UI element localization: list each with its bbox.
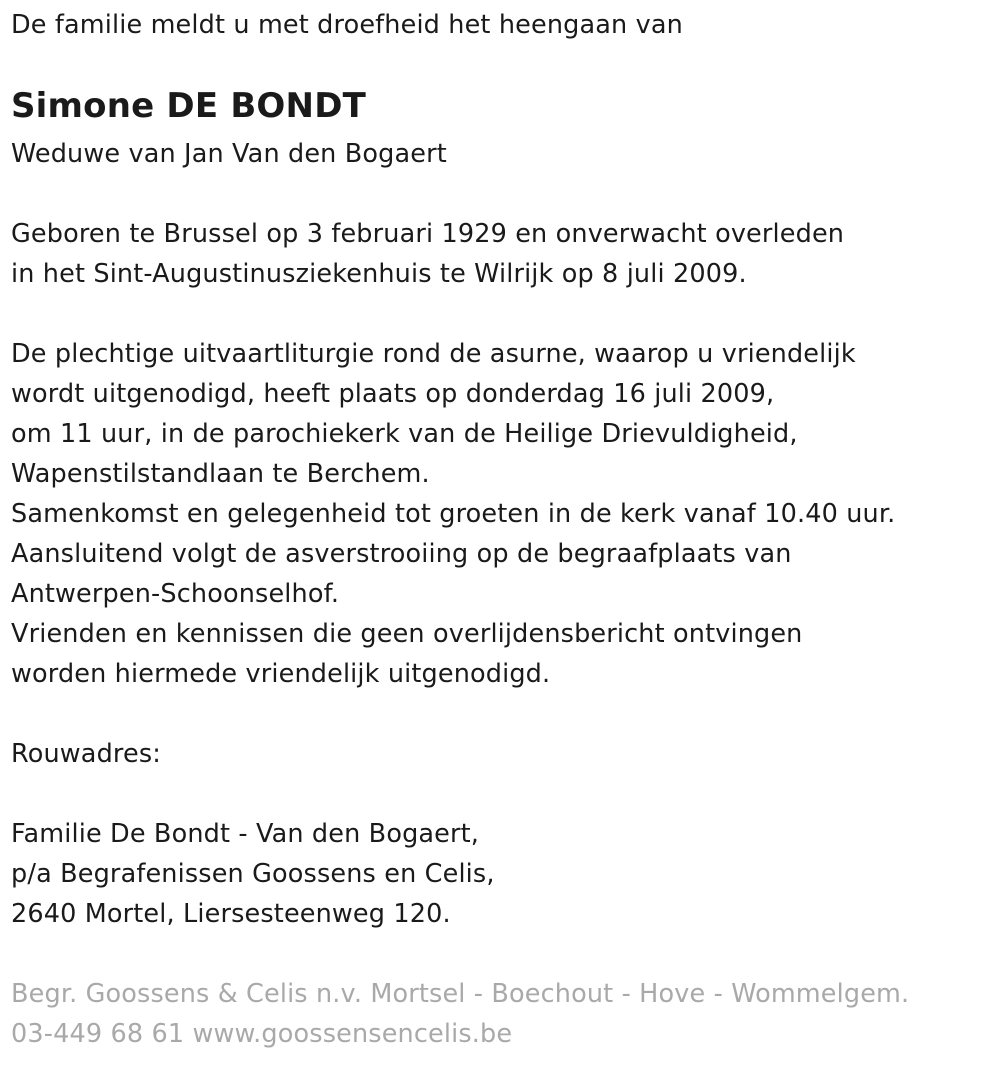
ceremony-line: om 11 uur, in de parochiekerk van de Heilige Drievuldigheid, — [11, 419, 798, 449]
deceased-relation: Weduwe van Jan Van den Bogaert — [11, 139, 447, 169]
footer-contact: 03-449 68 61 www.goossensencelis.be — [11, 1019, 513, 1049]
birth-death-line: Geboren te Brussel op 3 februari 1929 en onverwacht overleden — [11, 219, 845, 249]
ceremony-line: Wapenstilstandlaan te Berchem. — [11, 459, 430, 489]
ceremony-line: Aansluitend volgt de asverstrooiing op de begraafplaats van — [11, 539, 792, 569]
address-line: p/a Begrafenissen Goossens en Celis, — [11, 859, 495, 889]
address-label: Rouwadres: — [11, 739, 161, 769]
ceremony-line: Samenkomst en gelegenheid tot groeten in de kerk vanaf 10.40 uur. — [11, 499, 896, 529]
footer-company: Begr. Goossens & Celis n.v. Mortsel - Boechout - Hove - Wommelgem. — [11, 979, 910, 1009]
ceremony-line: Vrienden en kennissen die geen overlijdensbericht ontvingen — [11, 619, 803, 649]
address-line: Familie De Bondt - Van den Bogaert, — [11, 819, 480, 849]
ceremony-line: wordt uitgenodigd, heeft plaats op donderdag 16 juli 2009, — [11, 379, 775, 409]
ceremony-line: Antwerpen-Schoonselhof. — [11, 579, 340, 609]
ceremony-line: worden hiermede vriendelijk uitgenodigd. — [11, 659, 551, 689]
address-line: 2640 Mortel, Liersesteenweg 120. — [11, 899, 451, 929]
birth-death-line: in het Sint-Augustinusziekenhuis te Wilrijk op 8 juli 2009. — [11, 259, 747, 289]
ceremony-line: De plechtige uitvaartliturgie rond de asurne, waarop u vriendelijk — [11, 339, 856, 369]
intro-text: De familie meldt u met droefheid het heengaan van — [11, 10, 683, 40]
deceased-name: Simone DE BONDT — [11, 86, 367, 126]
